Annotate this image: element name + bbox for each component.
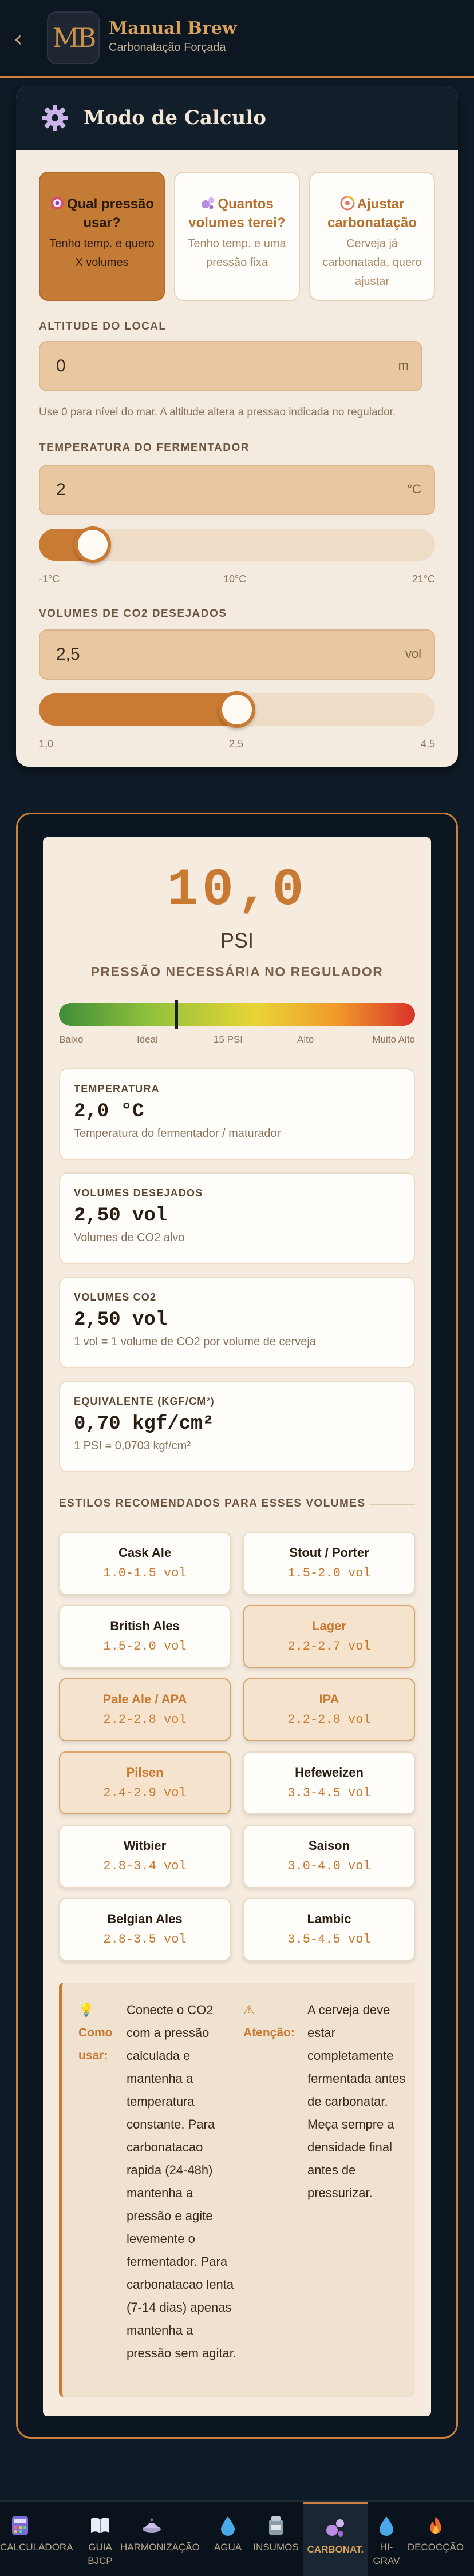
info-card-label: TEMPERATURA [74, 1083, 160, 1095]
tick-label: 21°C [412, 573, 435, 585]
style-name: Lambic [307, 1912, 351, 1926]
style-range: 2.8-3.4 vol [103, 1859, 187, 1873]
mode-option-adjust[interactable] [309, 172, 435, 301]
nav-item-carbonat[interactable]: CARBONAT. [303, 2502, 368, 2576]
style-name: Lager [312, 1619, 346, 1633]
grain-icon [264, 2514, 287, 2537]
app-subtitle: Carbonatação Forçada [109, 41, 226, 54]
style-name: Cask Ale [118, 1545, 172, 1560]
nav-item-harmonizacao[interactable]: HARMONIZAÇÃO [120, 2502, 183, 2576]
info-card-co2-volumes [59, 1277, 415, 1368]
mode-option-desc: Tenho temp. e uma pressão fixa [188, 237, 286, 269]
nav-item-agua[interactable]: AGUA [211, 2502, 245, 2576]
gauge-marker [175, 1000, 178, 1029]
tick-label: 2,5 [229, 738, 244, 750]
info-card-label: VOLUMES CO2 [74, 1291, 157, 1303]
volumes-field-box [39, 629, 435, 680]
volumes-slider-thumb[interactable] [219, 691, 255, 728]
gauge-label: Baixo [59, 1034, 84, 1045]
nav-item-decoccao[interactable]: DECOCÇÃO [404, 2502, 467, 2576]
info-card-temperature [59, 1068, 415, 1160]
tick-label: -1°C [39, 573, 60, 585]
bottom-nav [0, 2500, 474, 2576]
volumes-input[interactable] [56, 631, 377, 679]
back-button[interactable] [14, 26, 30, 51]
pressure-value: 10,0 [167, 860, 307, 920]
mode-card-header [16, 86, 458, 150]
style-range: 1.5-2.0 vol [103, 1639, 187, 1654]
calculator-icon [9, 2514, 31, 2537]
mode-option-pressure[interactable] [39, 172, 165, 301]
style-name: British Ales [110, 1619, 180, 1633]
style-range: 2.4-2.9 vol [103, 1786, 187, 1800]
style-name: Hefeweizen [295, 1765, 364, 1780]
info-card-value: 2,50 vol [74, 1309, 168, 1331]
style-card [243, 1678, 415, 1741]
temperature-label: TEMPERATURA DO FERMENTADOR [39, 442, 250, 454]
style-name: Stout / Porter [289, 1545, 369, 1560]
mode-option-title: Qual pressão usar? [66, 196, 155, 231]
info-card-value: 0,70 kgf/cm² [74, 1413, 214, 1435]
usage-tip-label: Como usar: [78, 2026, 113, 2062]
nav-item-insumos[interactable]: INSUMOS [247, 2502, 305, 2576]
info-card-desc: Temperatura do fermentador / maturador [74, 1127, 281, 1140]
water-drop-icon [375, 2514, 398, 2537]
temperature-input[interactable] [56, 466, 377, 514]
volumes-unit: vol [405, 647, 421, 661]
result-panel [16, 813, 458, 2439]
style-card [243, 1825, 415, 1888]
app-header [0, 0, 474, 78]
info-card-value: 2,0 °C [74, 1101, 144, 1123]
gauge-labels [59, 1034, 415, 1047]
style-name: Witbier [123, 1838, 167, 1853]
flame-icon [424, 2514, 447, 2537]
altitude-help: Use 0 para nível do mar. A altitude altera a pressao indicada no regulador. [39, 406, 396, 418]
temperature-unit: °C [407, 482, 421, 496]
gear-icon [40, 103, 70, 133]
mode-option-title: Quantos volumes terei? [188, 196, 286, 231]
mode-title: Modo de Calculo [84, 106, 266, 129]
warning-tip [243, 1999, 409, 2376]
result-card [43, 837, 431, 2416]
style-range: 3.0-4.0 vol [287, 1859, 371, 1873]
volumes-ticks [39, 738, 435, 751]
style-range: 1.0-1.5 vol [103, 1566, 187, 1580]
style-name: IPA [319, 1692, 339, 1706]
info-card-target-volumes [59, 1172, 415, 1264]
tips-box [59, 1983, 415, 2397]
adjust-icon [340, 196, 355, 211]
app-title: Manual Brew [109, 18, 237, 38]
style-card [59, 1678, 231, 1741]
mode-options [39, 172, 435, 302]
gauge-label: Ideal [137, 1034, 158, 1045]
temperature-slider[interactable] [39, 529, 435, 561]
nav-item-calculadora[interactable]: CALCULADORA [0, 2502, 40, 2576]
usage-tip-text: Conecte o CO2 com a pressão calculada e mantenha a temperatura constante. Para carbonatacao rapida (24-48h) mantenha a pressão e agite levemente o fermentador. Para carbonatacao lenta (7-14 dias) apenas mantenha a pressão sem agitar. [127, 2003, 236, 2360]
lightbulb-icon: 💡 [78, 2003, 94, 2017]
tick-label: 1,0 [39, 738, 54, 750]
style-card [243, 1751, 415, 1814]
dish-icon [140, 2514, 163, 2537]
info-card-kgf [59, 1381, 415, 1472]
style-range: 3.5-4.5 vol [287, 1932, 371, 1947]
volumes-label: VOLUMES DE CO2 DESEJADOS [39, 608, 227, 620]
style-name: Saison [308, 1838, 350, 1853]
style-card [243, 1898, 415, 1961]
altitude-field-box [39, 341, 422, 391]
calc-mode-card [16, 86, 458, 767]
gauge-label: Muito Alto [372, 1034, 415, 1045]
mode-option-title: Ajustar carbonatação [327, 196, 417, 231]
altitude-input[interactable] [56, 342, 377, 390]
temperature-ticks [39, 573, 435, 586]
chevron-left-icon: ‹ [14, 26, 23, 51]
style-range: 2.8-3.5 vol [103, 1932, 187, 1947]
style-card [59, 1532, 231, 1595]
pressure-gauge [59, 1003, 415, 1026]
usage-tip [78, 1999, 239, 2376]
style-name: Belgian Ales [107, 1912, 183, 1926]
style-range: 2.2-2.8 vol [103, 1713, 187, 1727]
warning-tip-label: Atenção: [243, 2026, 295, 2039]
water-drop-icon [216, 2514, 239, 2537]
info-card-desc: 1 PSI = 0,0703 kgf/cm² [74, 1440, 191, 1452]
volumes-slider[interactable] [39, 693, 435, 726]
info-card-desc: Volumes de CO2 alvo [74, 1231, 185, 1244]
book-icon [89, 2514, 112, 2537]
info-card-desc: 1 vol = 1 volume de CO2 por volume de cerveja [74, 1335, 316, 1348]
pressure-unit: PSI [220, 929, 254, 952]
tick-label: 4,5 [420, 738, 435, 750]
nav-item-hi-grav[interactable]: HI-GRAV [372, 2502, 401, 2576]
style-range: 1.5-2.0 vol [287, 1566, 371, 1580]
style-name: Pale Ale / APA [102, 1692, 187, 1706]
info-card-value: 2,50 vol [74, 1205, 168, 1227]
pressure-label: PRESSÃO NECESSÁRIA NO REGULADOR [90, 964, 384, 979]
style-card [59, 1898, 231, 1961]
altitude-unit: m [398, 358, 409, 372]
info-card-label: VOLUMES DESEJADOS [74, 1187, 203, 1199]
temperature-field-box [39, 465, 435, 515]
style-range: 3.3-4.5 vol [287, 1786, 371, 1800]
styles-title: ESTILOS RECOMENDADOS PARA ESSES VOLUMES [59, 1497, 415, 1510]
style-range: 2.2-2.7 vol [287, 1639, 371, 1654]
info-card-label: EQUIVALENTE (KGF/CM²) [74, 1396, 215, 1407]
mode-option-volumes[interactable] [174, 172, 300, 301]
style-card [243, 1605, 415, 1668]
style-card [59, 1825, 231, 1888]
warning-icon: ⚠ [243, 2003, 255, 2017]
bubbles-icon [200, 196, 215, 211]
warning-tip-text: A cerveja deve estar completamente fermentada antes de carbonatar. Meça sempre a densidade final antes de pressurizar. [307, 2003, 406, 2200]
style-range: 2.2-2.8 vol [287, 1713, 371, 1727]
app-logo: MB [47, 11, 100, 64]
gauge-label: Alto [297, 1034, 314, 1045]
style-card [243, 1532, 415, 1595]
nav-item-guia-bjcp[interactable]: GUIA BJCP [80, 2502, 120, 2576]
tick-label: 10°C [223, 573, 247, 585]
style-name: Pilsen [126, 1765, 164, 1780]
style-card [59, 1605, 231, 1668]
gauge-label: 15 PSI [214, 1034, 243, 1045]
bubbles-icon [324, 2516, 347, 2539]
style-card [59, 1751, 231, 1814]
target-icon [50, 196, 65, 211]
mode-option-desc: Cerveja já carbonatada, quero ajustar [322, 237, 422, 288]
temperature-slider-thumb[interactable] [74, 526, 111, 563]
mode-option-desc: Tenho temp. e quero X volumes [49, 237, 155, 269]
altitude-label: ALTITUDE DO LOCAL [39, 320, 167, 332]
